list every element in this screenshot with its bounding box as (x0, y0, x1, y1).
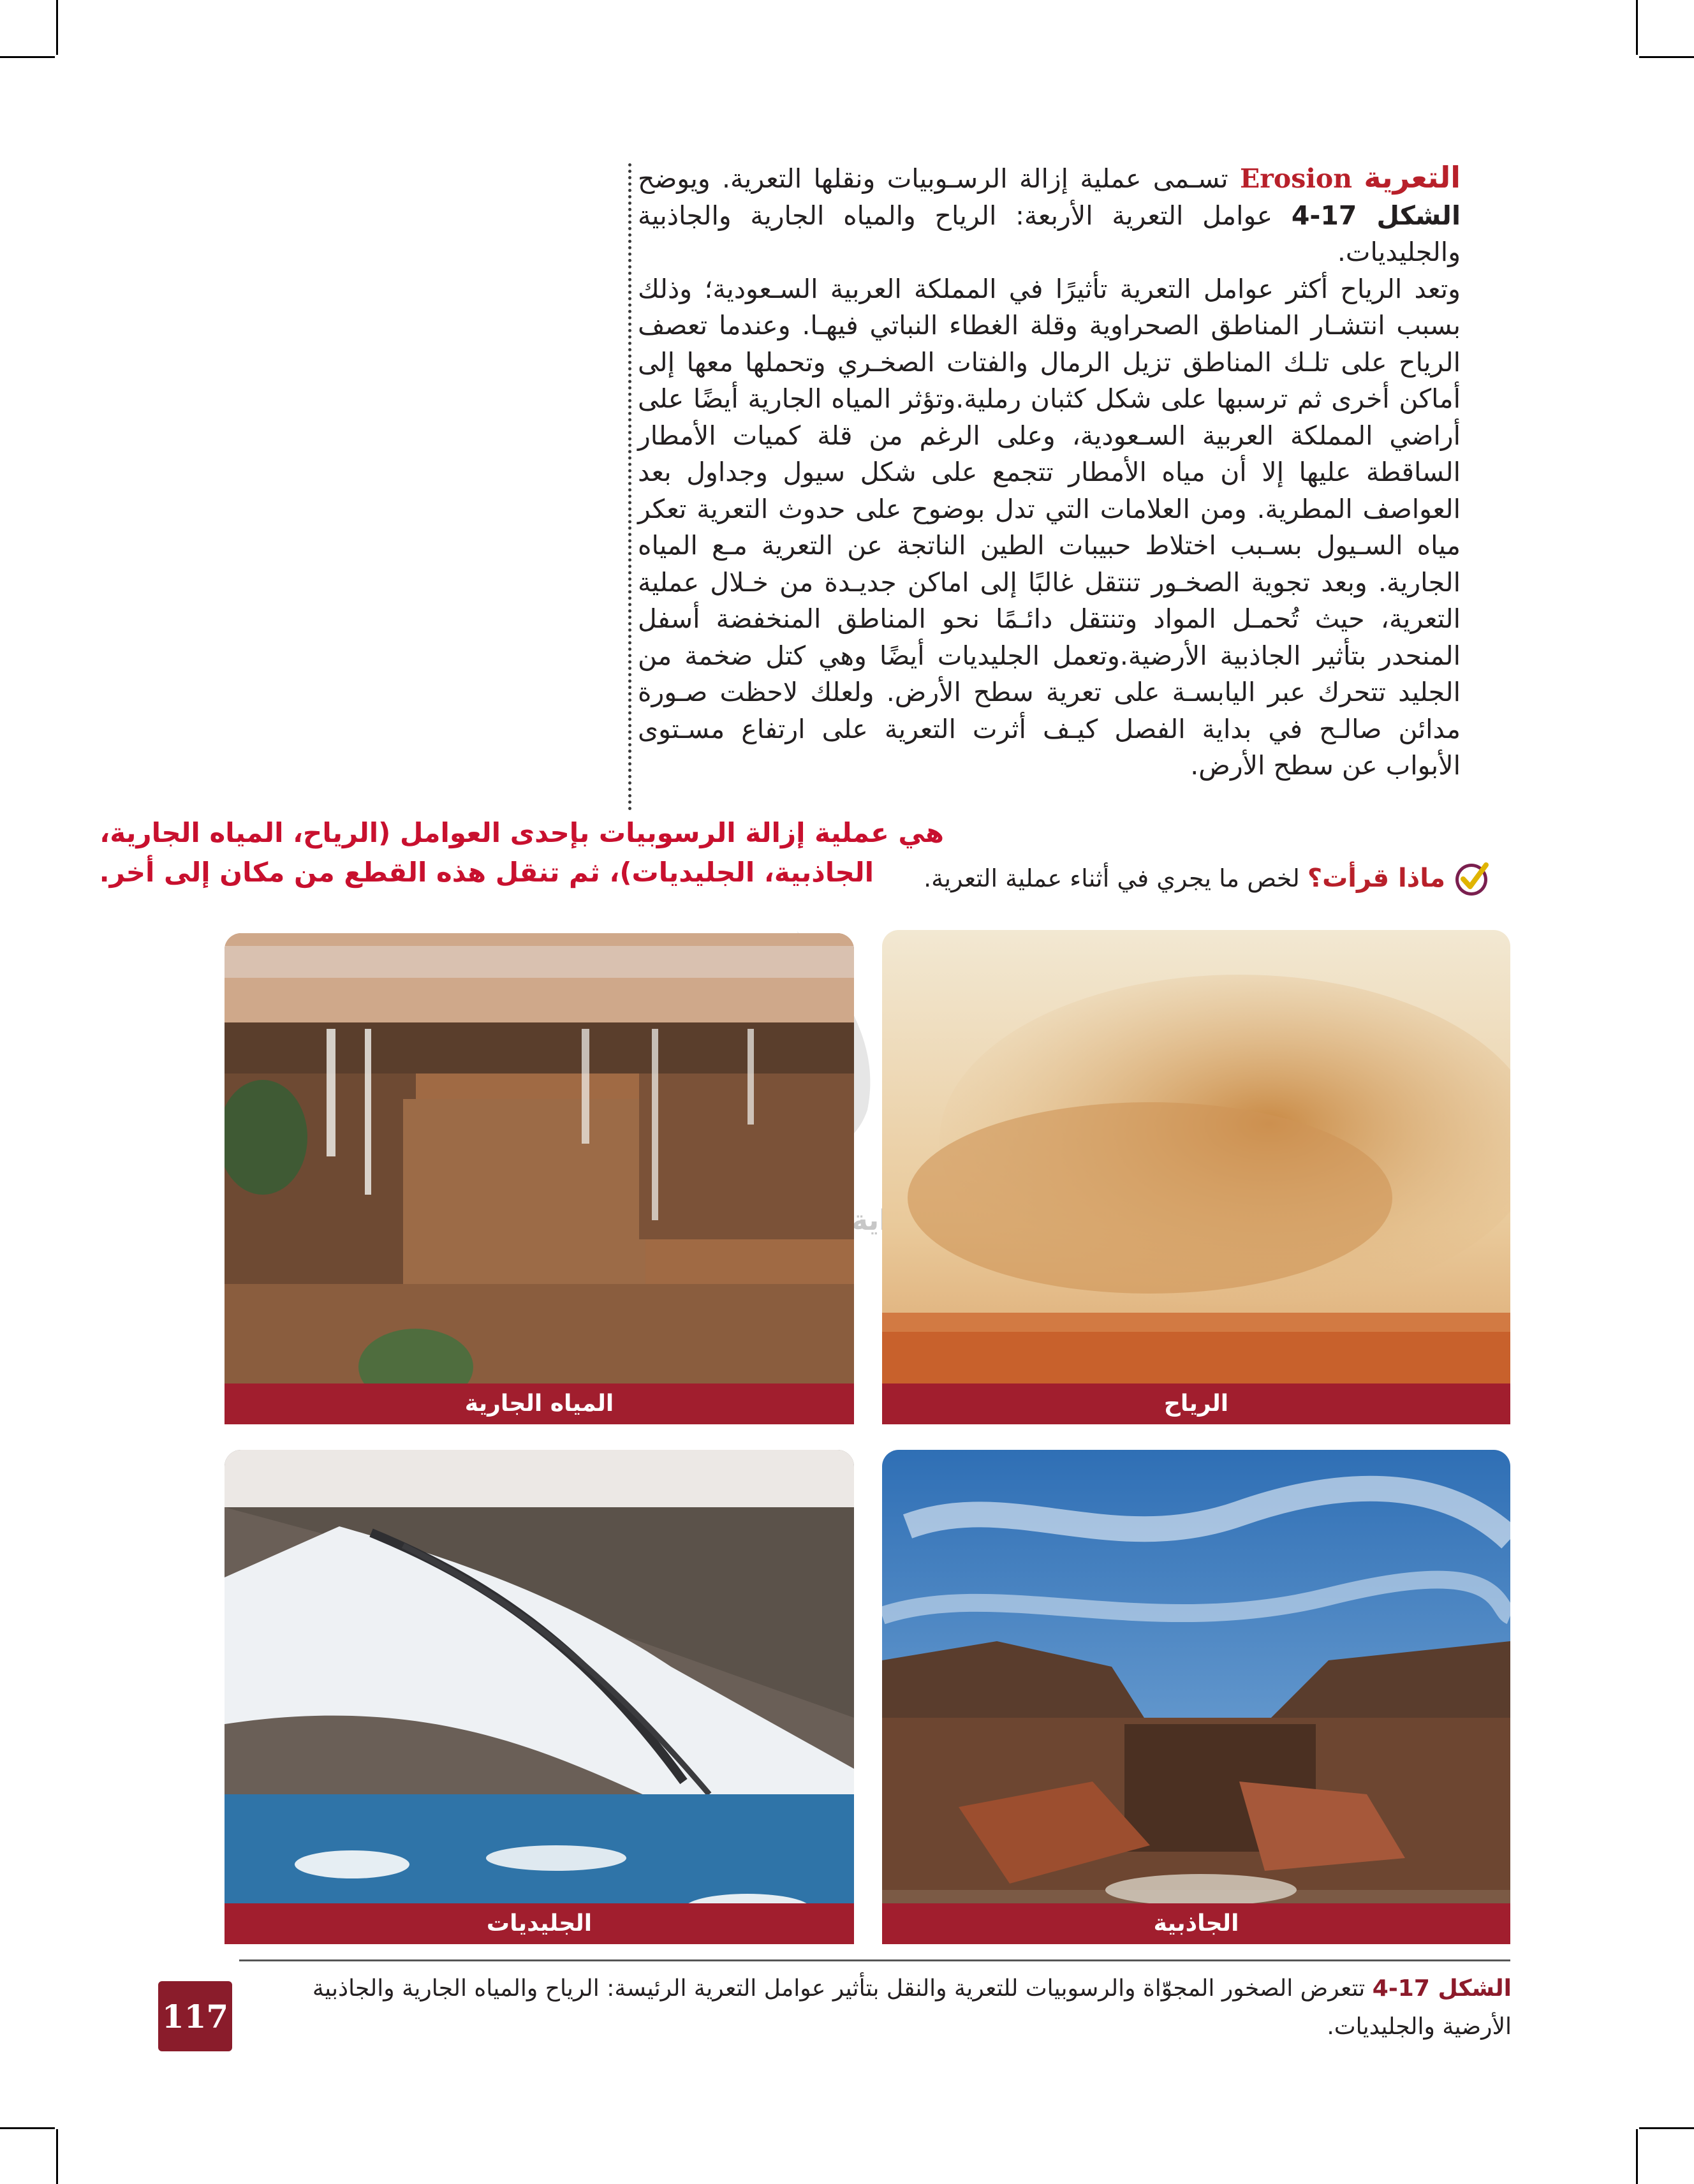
intro-paragraph (638, 159, 1461, 271)
photo-caption: الجاذبية (882, 1903, 1510, 1944)
crop-mark (1639, 2127, 1694, 2129)
intro-sentence-2: عوامل التعرية الأربعة: الرياح والمياه الجارية والجاذبية والجليديات. (638, 200, 1461, 267)
answer-text (64, 813, 944, 892)
photo-caption: الجليديات (225, 1903, 854, 1944)
figure-caption-rule (239, 1959, 1510, 1961)
reading-check (924, 860, 1490, 897)
figure-reference: الشكل 17-4 (1291, 200, 1461, 231)
intro-sentence: تسـمى عملية إزالة الرسـوبيات ونقلها التعرية. ويوضح (638, 163, 1228, 194)
page-number: 117 (161, 1997, 229, 2035)
term-arabic: التعرية (1364, 160, 1461, 195)
crop-mark (0, 56, 55, 58)
reading-check-prompt: لخص ما يجري في أثناء عملية التعرية. (924, 864, 1300, 892)
reading-check-label: ماذا قرأت؟ (1307, 864, 1445, 893)
body-text (638, 159, 1461, 785)
photo-running-water (225, 933, 854, 1424)
photo-winds (882, 930, 1510, 1424)
crop-mark (1636, 0, 1638, 55)
crop-mark (1636, 2129, 1638, 2184)
figure-caption-text: تتعرض الصخور المجوّاة والرسوبيات للتعرية والنقل بتأثير عوامل التعرية الرئيسة: الرياح والمياه الجارية والجاذبية الأرضية والجليديات. (312, 1975, 1512, 2040)
photo-gravity (882, 1450, 1510, 1944)
crop-mark (1639, 56, 1694, 58)
term-english: Erosion (1240, 163, 1353, 194)
main-paragraph: وتعد الرياح أكثر عوامل التعرية تأثيرًا في المملكة العربية السـعودية؛ وذلك بسبب انتشـار المناطق الصحراوية وقلة الغطاء النباتي فيهـا. وعندما تعصف الرياح على تلـك المناطق تزيل الرمال والفتات الصخـري وتحملها معها إلى أماكن أخرى ثم ترسبها على شكل كثبان رملية.وتؤثر المياه الجارية أيضًا على أراضي المملكة العربية السـعودية، وعلى الرغم من قلة كميات الأمطار الساقطة عليها إلا أن مياه الأمطار تتجمع على شكل سيول وجداول بعد العواصف المطرية. ومن العلامات التي تدل بوضوح على حدوث التعرية تعكر مياه السـيول بسـبب اختلاط حبيبات الطين الناتجة عن التعرية مـع المياه الجارية. وبعد تجوية الصخـور تنتقل غالبًا إلى اماكن جديـدة من خـلال عملية التعرية، حيث تُحمـل المواد وتنتقل دائـمًا نحو المناطق المنخفضة أسفل المنحدر بتأثير الجاذبية الأرضية.وتعمل الجليديات أيضًا وهي كتل ضخمة من الجليد تتحرك عبر اليابسـة على تعرية سطح الأرض. ولعلك لاحظت صـورة مدائن صالـح في بداية الفصل كيـف أثرت التعرية على ارتفاع مسـتوى الأبواب عن سطح الأرض. (638, 273, 1461, 781)
rockfall-image (882, 1450, 1510, 1944)
photo-caption: الرياح (882, 1383, 1510, 1424)
figure-caption-label: الشكل 17-4 (1372, 1975, 1512, 2002)
crop-mark (56, 0, 58, 55)
answer-line: هي عملية إزالة الرسوبيات بإحدى العوامل (الرياح، المياه الجارية، (99, 817, 944, 848)
photo-glaciers (225, 1450, 854, 1944)
crop-mark (56, 2129, 58, 2184)
page-number-box (158, 1981, 232, 2051)
sandstorm-image (882, 930, 1510, 1424)
answer-line: الجاذبية، الجليديات)، ثم تنقل هذه القطع من مكان إلى أخر. (99, 857, 874, 888)
crop-mark (0, 2127, 55, 2129)
figure-caption (242, 1970, 1512, 2046)
glacier-image (225, 1450, 854, 1944)
margin-dotted-rule (628, 163, 631, 811)
waterfall-image (225, 933, 854, 1424)
checkmark-icon (1453, 860, 1490, 897)
photo-caption: المياه الجارية (225, 1383, 854, 1424)
